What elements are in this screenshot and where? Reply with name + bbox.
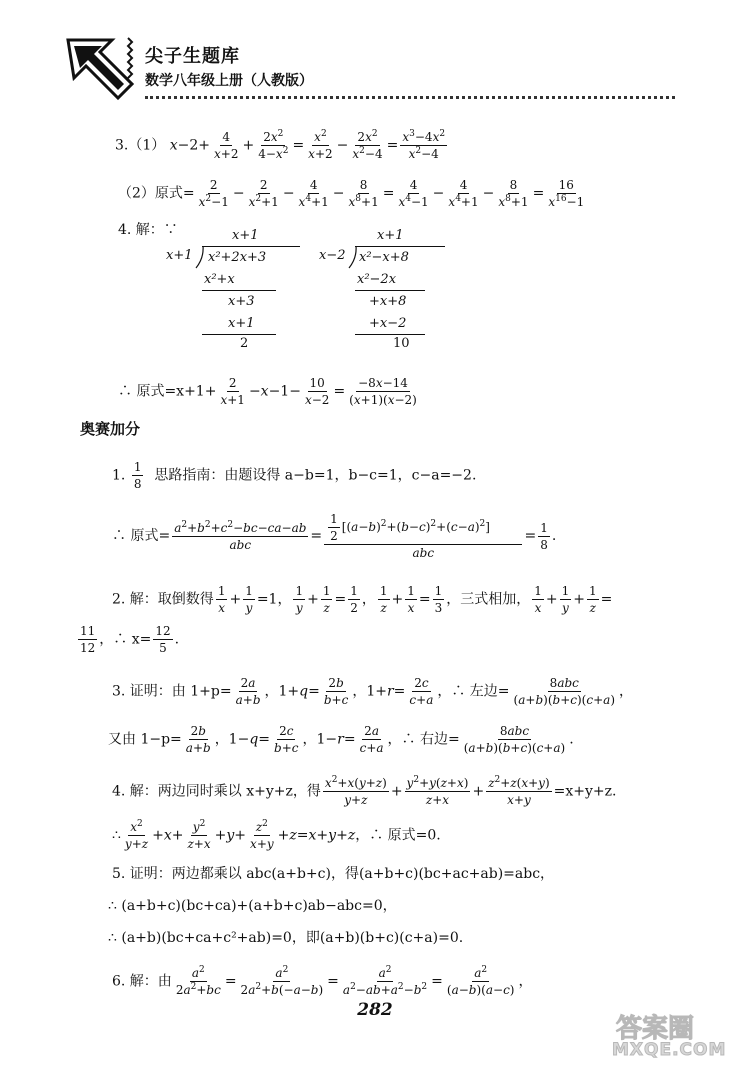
- step-3: x+1: [228, 316, 255, 331]
- dividend: x²+2x+3: [208, 250, 267, 265]
- page-header: [60, 30, 690, 110]
- problem-4-label: 4. 解：∵: [118, 222, 178, 238]
- remainder: 2: [240, 336, 249, 351]
- bonus-1: 1. $\frac{1}{8}$ 思路指南：由题设得 a−b=1，b−c=1，c−a=−2.: [112, 460, 477, 491]
- bonus-5: 5. 证明：两边都乘以 abc(a+b+c)，得(a+b+c)(bc+ac+ab)=abc，: [112, 866, 555, 882]
- problem-3-2: （2）原式= $\frac{2}{x^2-1}$ − $\frac{2}{x^2+1}$ − $\frac{4}{x^4+1}$ − $\frac{8}{x^8+1}$ = $\frac{4}{x^4-1}$ − $\frac{4}{x^4+1}$ − $\frac{8}{x^8+1}$ = $\frac{16}{x^{16}-1}$: [118, 178, 585, 209]
- watermark-line-1: 答案圈: [616, 1014, 695, 1044]
- step-1: x²+x: [204, 272, 235, 287]
- quotient: x+1: [377, 228, 404, 243]
- dividend: x²−x+8: [359, 250, 409, 265]
- page-number: 282: [357, 1000, 393, 1020]
- bonus-4-result: ∴ $\frac{x^2}{y+z}$ +x+ $\frac{y^2}{z+x}$ +y+ $\frac{z^2}{x+y}$ +z=x+y+z，∴ 原式=0.: [112, 819, 441, 851]
- divisor: x−2: [319, 248, 346, 263]
- step-1: x²−2x: [357, 272, 397, 287]
- header-divider: [145, 96, 675, 99]
- quotient: x+1: [232, 228, 259, 243]
- division-bracket-icon: [194, 246, 208, 270]
- bonus-2-cont: $\frac{11}{12}$ ，∴ x= $\frac{12}{5}$ .: [80, 624, 180, 655]
- long-division-left: [160, 228, 310, 358]
- bonus-3-cont: 又由 1−p= $\frac{2b}{a+b}$ ，1−q= $\frac{2c}{b+c}$ ，1−r= $\frac{2a}{c+a}$ ，∴ 右边= $\frac{\text{8abc}}{(a+b)(b+c)(c+a)}$ .: [108, 724, 574, 755]
- remainder: 10: [393, 336, 410, 351]
- long-division-right: [315, 228, 465, 358]
- problem-4-result: ∴ 原式=x+1+ $\frac{2}{x+1}$ −x−1− $\frac{10}{x-2}$ = $\frac{-8x-14}{(x+1)(x-2)}$: [118, 376, 417, 407]
- arrow-logo-icon: [60, 30, 140, 110]
- bonus-3: 3. 证明：由 1+p= $\frac{2a}{a+b}$ ，1+q= $\frac{2b}{b+c}$ ，1+r= $\frac{2c}{c+a}$ ，∴ 左边= $\frac{\text{8abc}}{(a+b)(b+c)(c+a)}$ ，: [112, 676, 634, 707]
- watermark: [608, 1008, 738, 1064]
- step-2: x+3: [228, 294, 255, 309]
- book-subtitle: 数学八年级上册（人教版）: [145, 73, 313, 89]
- book-title: 尖子生题库: [145, 46, 240, 67]
- bonus-2: 2. 解：取倒数得 $\frac{1}{x}$ + $\frac{1}{y}$ =1， $\frac{1}{y}$ + $\frac{1}{z}$ = $\frac{1}{2}$ ， $\frac{1}{z}$ + $\frac{1}{x}$ = $\frac{1}{3}$ ，三式相加， $\frac{1}{x}$ + $\frac{1}{y}$ + $\frac{1}{z}$ =: [112, 584, 613, 615]
- step-2: +x+8: [369, 294, 407, 309]
- divisor: x+1: [166, 248, 193, 263]
- watermark-line-2: MXQE.COM: [612, 1040, 727, 1060]
- problem-3-1: 3.（1） x−2+ $\frac{4}{x+2}$ + $\frac{2x^2}{4-x^2}$ = $\frac{x^2}{x+2}$ − $\frac{2x^2}{x^2-4}$ = $\frac{x^3-4x^2}{x^2-4}$: [115, 129, 446, 161]
- bonus-4: 4. 解：两边同时乘以 x+y+z，得 $\frac{x^2+x(y+z)}{y+z}$ + $\frac{y^2+y(z+x)}{z+x}$ + $\frac{z^2+z(x+y)}{x+y}$ =x+y+z.: [112, 775, 617, 807]
- bonus-5-line-2: ∴ (a+b+c)(bc+ca)+(a+b+c)ab−abc=0，: [108, 898, 397, 914]
- bonus-1-result: ∴ 原式= $\frac{a^2+b^2+c^2-bc-ca-ab}{\text{abc}}$ = $\frac{1}{2}$ $[(a-b)^2+(b-c)^2+(c-a)^2]$ abc = $\frac{1}{8}$ .: [112, 512, 557, 560]
- bonus-6: 6. 解：由 $\frac{a^2}{2a^2+bc}$ = $\frac{a^2}{2a^2+b(-a-b)}$ = $\frac{a^2}{a^2-ab+a^2-b^2}$ = $\frac{a^2}{(a-b)(a-c)}$ ，: [112, 965, 533, 997]
- step-3: +x−2: [369, 316, 407, 331]
- section-heading: 奥赛加分: [80, 420, 141, 438]
- bonus-5-line-3: ∴ (a+b)(bc+ca+c²+ab)=0，即(a+b)(b+c)(c+a)=0.: [108, 930, 464, 946]
